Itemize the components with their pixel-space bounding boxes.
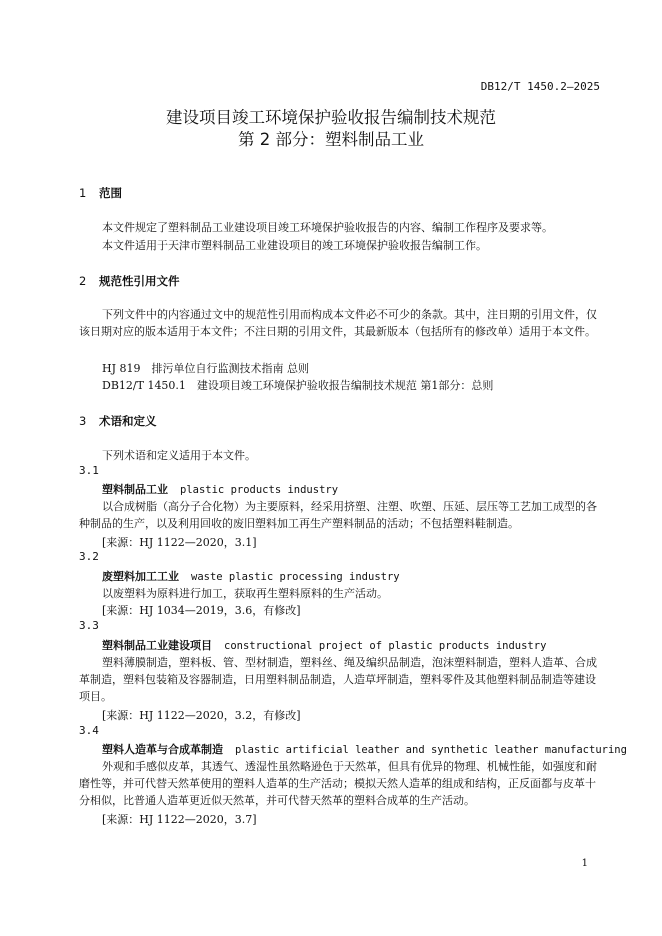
term-definition: 塑料薄膜制造，塑料板、管、型材制造，塑料丝、绳及编织品制造，泡沫塑料制造，塑料人造革、合成革制造，塑料包装箱及容器制造，日用塑料制品制造，人造草坪制造，塑料零件及其他塑料制品制造等建设项目。 [79, 656, 597, 703]
section-heading-normative-references [79, 273, 180, 289]
term-source: [来源：HJ 1122—2020，3.2，有修改] [102, 709, 301, 722]
section-number: 3 [79, 414, 87, 428]
page-number: 1 [581, 858, 588, 869]
paragraph: 下列术语和定义适用于本文件。 [102, 449, 256, 462]
term-chinese: 塑料制品工业 [102, 483, 168, 496]
document-title: 建设项目竣工环境保护验收报告编制技术规范 [166, 108, 496, 127]
section-title: 规范性引用文件 [99, 274, 180, 288]
section-title: 范围 [99, 186, 122, 200]
clause-number: 3.3 [79, 619, 99, 632]
term-english: waste plastic processing industry [191, 571, 400, 583]
term-english: plastic products industry [180, 484, 339, 496]
term-english: constructional project of plastic products industry [224, 640, 547, 652]
section-number: 1 [79, 186, 87, 200]
term-entry [102, 637, 546, 653]
clause-number: 3.1 [79, 464, 99, 477]
term-definition: 以合成树脂（高分子合化物）为主要原料，经采用挤塑、注塑、吹塑、压延、层压等工艺加工成型的各种制品的生产，以及利用回收的废旧塑料加工再生产塑料制品的活动；不包括塑料鞋制造。 [79, 500, 597, 530]
term-definition: 外观和手感似皮革，其透气、透湿性虽然略逊色于天然革，但具有优异的物理、机械性能，如强度和耐磨性等，并可代替天然革使用的塑料人造革的生产活动；模拟天然人造革的组成和结构，正反面都与皮革十分相似，比普通人造革更近似天然革，并可代替天然革的塑料合成革的生产活动。 [79, 760, 597, 807]
term-chinese: 塑料制品工业建设项目 [102, 639, 212, 652]
term-source: [来源：HJ 1122—2020，3.7] [102, 813, 257, 826]
term-source: [来源：HJ 1034—2019，3.6，有修改] [102, 604, 301, 617]
term-source: [来源：HJ 1122—2020，3.1] [102, 536, 257, 549]
reference-item: DB12/T 1450.1 建设项目竣工环境保护验收报告编制技术规范 第1部分：总则 [102, 379, 494, 392]
section-number: 2 [79, 274, 87, 288]
section-heading-scope [79, 185, 122, 201]
term-definition: 以废塑料为原料进行加工，获取再生塑料原料的生产活动。 [102, 587, 388, 600]
clause-number: 3.2 [79, 550, 99, 563]
term-entry [102, 481, 338, 497]
term-entry [102, 568, 400, 584]
section-heading-terms [79, 413, 157, 429]
document-subtitle: 第 2 部分：塑料制品工业 [238, 130, 424, 149]
term-chinese: 废塑料加工工业 [102, 570, 179, 583]
paragraph: 本文件规定了塑料制品工业建设项目竣工环境保护验收报告的内容、编制工作程序及要求等。 [102, 221, 553, 234]
term-chinese: 塑料人造革与合成革制造 [102, 743, 223, 756]
clause-number: 3.4 [79, 724, 99, 737]
paragraph: 下列文件中的内容通过文中的规范性引用而构成本文件必不可少的条款。其中，注日期的引用文件，仅该日期对应的版本适用于本文件；不注日期的引用文件，其最新版本（包括所有的修改单）适用于本文件。 [79, 308, 597, 338]
term-english: plastic artificial leather and synthetic leather manufacturing [235, 744, 627, 756]
section-title: 术语和定义 [99, 414, 157, 428]
paragraph: 本文件适用于天津市塑料制品工业建设项目的竣工环境保护验收报告编制工作。 [102, 239, 487, 252]
reference-item: HJ 819 排污单位自行监测技术指南 总则 [102, 362, 309, 375]
document-number: DB12/T 1450.2—2025 [480, 80, 600, 93]
term-entry [102, 741, 627, 757]
